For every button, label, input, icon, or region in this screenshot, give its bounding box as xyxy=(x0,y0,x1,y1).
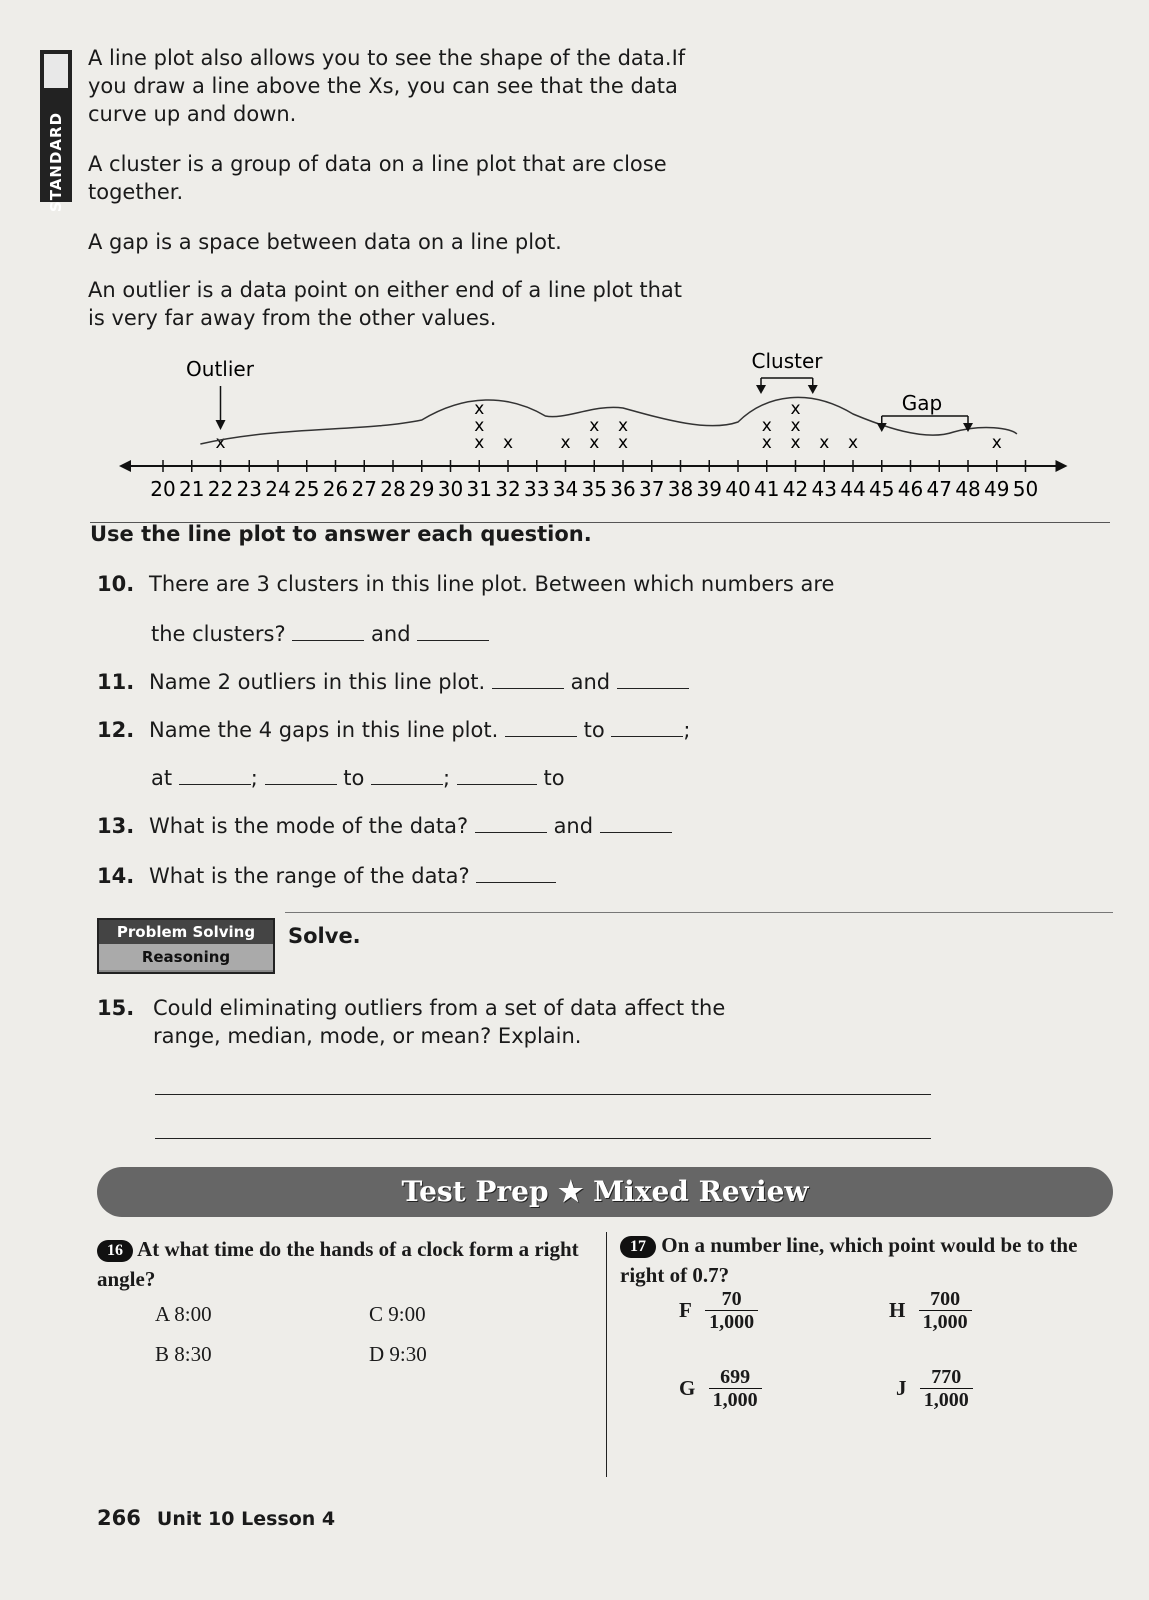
answer-blank[interactable] xyxy=(505,716,577,737)
question-15: 15. Could eliminating outliers from a set of data affect the range, median, mode, or mean? Explain. xyxy=(97,996,726,1048)
answer-blank[interactable] xyxy=(617,668,689,689)
tick-label: 34 xyxy=(552,477,579,501)
tick-label: 35 xyxy=(581,477,607,501)
tick-label: 24 xyxy=(265,477,291,501)
tick-label: 40 xyxy=(725,477,751,501)
standard-tab xyxy=(40,50,72,213)
instructions: Use the line plot to answer each question. xyxy=(90,522,592,546)
data-mark-x: x xyxy=(474,433,485,453)
intro-paragraph-gap: A gap is a space between data on a line plot. xyxy=(88,230,562,254)
tick-label: 36 xyxy=(610,477,636,501)
page-footer xyxy=(97,1506,335,1530)
problem-solving-badge: Problem Solving Reasoning xyxy=(97,918,275,974)
test-prep-banner: Test Prep ★ Mixed Review xyxy=(97,1167,1113,1217)
tick-label: 26 xyxy=(322,477,349,501)
fraction: $\frac{700}{1,000}$ xyxy=(919,1288,972,1333)
answer-blank[interactable] xyxy=(476,862,556,883)
tick-label: 23 xyxy=(236,477,262,501)
option-d[interactable]: D 9:30 xyxy=(369,1342,427,1366)
intro-paragraph-shape: A line plot also allows you to see the shape of the data.If you draw a line above the Xs, you can see that the data curve up and down. xyxy=(88,46,686,126)
data-mark-x: x xyxy=(847,433,859,453)
intro-paragraph-cluster: A cluster is a group of data on a line plot that are close together. xyxy=(88,152,667,204)
outlier-arrowhead xyxy=(216,420,226,430)
tick-label: 46 xyxy=(897,477,924,501)
data-mark-x: x xyxy=(790,416,801,436)
column-divider xyxy=(606,1232,607,1477)
shape-curve xyxy=(200,397,1017,444)
option-j[interactable]: J $\frac{770}{1,000}$ xyxy=(896,1366,973,1411)
answer-blank[interactable] xyxy=(611,716,683,737)
tick-label: 43 xyxy=(811,477,837,501)
answer-blank[interactable] xyxy=(417,620,489,641)
option-f[interactable]: F $\frac{70}{1,000}$ xyxy=(679,1288,758,1333)
answer-line[interactable] xyxy=(155,1094,931,1095)
tick-label: 37 xyxy=(639,477,665,501)
data-mark-x: x xyxy=(991,433,1002,453)
tick-label: 44 xyxy=(840,477,866,501)
tick-label: 45 xyxy=(869,477,895,501)
answer-blank[interactable] xyxy=(492,668,564,689)
california-map-icon xyxy=(44,54,68,88)
data-mark-x: x xyxy=(560,433,571,453)
question-17: 17 On a number line, which point would be to the right of 0.7? xyxy=(620,1233,1078,1287)
tick-label: 33 xyxy=(524,477,550,501)
tick-label: 21 xyxy=(179,477,205,501)
data-mark-x: x xyxy=(215,433,226,453)
data-mark-x: x xyxy=(589,433,600,453)
option-g[interactable]: G $\frac{699}{1,000}$ xyxy=(679,1366,762,1411)
tick-label: 39 xyxy=(696,477,722,501)
answer-blank[interactable] xyxy=(265,764,337,785)
page-number: 266 xyxy=(97,1506,141,1530)
lesson-label: Unit 10 Lesson 4 xyxy=(156,1508,336,1530)
cluster-label: Cluster xyxy=(751,349,823,373)
question-12-line2: at ; to ; to xyxy=(151,766,565,790)
tick-label: 22 xyxy=(207,477,234,501)
data-mark-x: x xyxy=(474,416,485,436)
question-14: 14. What is the range of the data? xyxy=(97,862,556,890)
tick-label: 48 xyxy=(955,477,981,501)
divider xyxy=(285,912,1113,913)
data-mark-x: x xyxy=(790,433,801,453)
tick-label: 25 xyxy=(294,477,320,501)
line-plot xyxy=(0,340,1149,510)
tick-label: 42 xyxy=(782,477,809,501)
data-mark-x: x xyxy=(617,416,629,436)
tick-label: 32 xyxy=(495,477,521,501)
option-c[interactable]: C 9:00 xyxy=(369,1302,426,1326)
question-16-number: 16 xyxy=(97,1240,133,1262)
question-12: 12. Name the 4 gaps in this line plot. to ; xyxy=(97,718,691,742)
answer-blank[interactable] xyxy=(600,812,672,833)
tick-label: 50 xyxy=(1012,477,1039,501)
solve-heading: Solve. xyxy=(288,924,361,948)
cluster-arrowhead xyxy=(808,385,818,394)
tick-label: 29 xyxy=(409,477,435,501)
data-mark-x: x xyxy=(761,416,772,436)
answer-blank[interactable] xyxy=(292,620,364,641)
question-16: 16 At what time do the hands of a clock form a right angle? xyxy=(97,1237,579,1291)
gap-arrowhead xyxy=(963,423,973,432)
tick-label: 47 xyxy=(926,477,952,501)
cluster-arrowhead xyxy=(756,385,766,394)
fraction: $\frac{699}{1,000}$ xyxy=(709,1366,762,1411)
question-17-number: 17 xyxy=(620,1236,656,1258)
tick-label: 28 xyxy=(380,477,406,501)
tick-label: 30 xyxy=(437,477,464,501)
gap-label: Gap xyxy=(901,391,943,415)
option-a[interactable]: A 8:00 xyxy=(155,1302,212,1326)
option-h[interactable]: H $\frac{700}{1,000}$ xyxy=(889,1288,972,1333)
data-mark-x: x xyxy=(589,416,600,436)
fraction: $\frac{70}{1,000}$ xyxy=(705,1288,758,1333)
answer-blank[interactable] xyxy=(179,764,251,785)
option-b[interactable]: B 8:30 xyxy=(155,1342,212,1366)
data-mark-x: x xyxy=(617,433,629,453)
gap-arrowhead xyxy=(877,423,887,432)
question-11: 11. Name 2 outliers in this line plot. and xyxy=(97,668,689,696)
tick-label: 27 xyxy=(351,477,377,501)
data-mark-x: x xyxy=(761,433,772,453)
tick-label: 31 xyxy=(466,477,492,501)
fraction: $\frac{770}{1,000}$ xyxy=(920,1366,973,1411)
standard-label: STANDARD xyxy=(47,111,65,213)
tick-label: 49 xyxy=(984,477,1010,501)
tick-label: 41 xyxy=(754,477,780,501)
answer-blank[interactable] xyxy=(457,764,537,785)
data-mark-x: x xyxy=(502,433,514,453)
answer-line[interactable] xyxy=(155,1138,931,1139)
intro-paragraph-outlier: An outlier is a data point on either end of a line plot that is very far away from the other values. xyxy=(88,278,683,330)
answer-blank[interactable] xyxy=(475,812,547,833)
answer-blank[interactable] xyxy=(371,764,443,785)
data-mark-x: x xyxy=(474,399,485,419)
data-mark-x: x xyxy=(819,433,830,453)
question-10-line2: the clusters? and xyxy=(151,620,489,648)
outlier-label: Outlier xyxy=(186,357,254,381)
axis-arrow-left xyxy=(119,460,131,472)
tick-label: 38 xyxy=(667,477,694,501)
question-13: 13. What is the mode of the data? and xyxy=(97,812,672,840)
tick-label: 20 xyxy=(150,477,176,501)
question-10: 10. There are 3 clusters in this line plot. Between which numbers are xyxy=(97,572,835,596)
data-mark-x: x xyxy=(790,399,801,419)
axis-arrow-right xyxy=(1056,460,1068,472)
